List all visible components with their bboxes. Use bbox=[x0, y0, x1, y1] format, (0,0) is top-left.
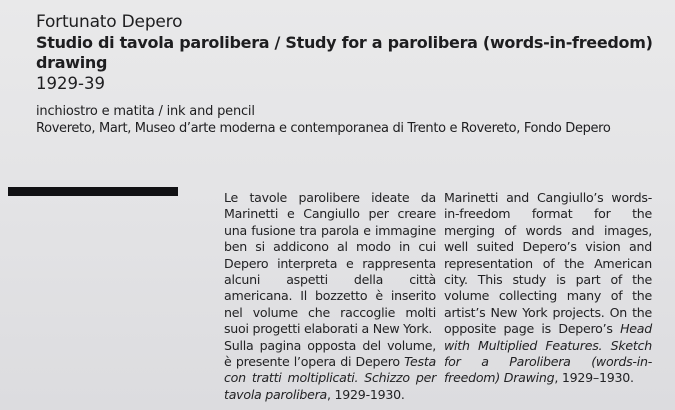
artwork-title-line1: Studio di tavola parolibera / Study for a parolibera (words-in-freedom) bbox=[36, 33, 653, 52]
artwork-title-line2: drawing bbox=[36, 53, 108, 72]
english-paragraph-start: Marinetti and Cangiullo’s words-in-freedom format for the merging of words and images, well suited Depero’s vision and representation of the American city. This study is part of the volume collecting many of the artist’s New York projects. On the opposite page is Depero’s bbox=[444, 190, 652, 337]
english-paragraph bbox=[444, 190, 652, 387]
english-paragraph-end: , 1929–1930. bbox=[554, 370, 634, 386]
artist-name: Fortunato Depero bbox=[36, 12, 183, 32]
italian-description bbox=[224, 190, 436, 403]
english-artwork-title: Head with Multiplied Features. Sketch for a Parolibera (words-in-freedom) Drawing bbox=[444, 321, 652, 386]
italian-paragraph-2 bbox=[224, 338, 436, 404]
italian-artwork-title: Testa con tratti moltiplicati. Schizzo per tavola parolibera bbox=[224, 354, 436, 402]
artwork-date: 1929-39 bbox=[36, 74, 105, 93]
italian-paragraph-1: Le tavole parolibere ideate da Marinetti e Cangiullo per creare una fusione tra parola e immagine ben si addicono al modo in cui Depero interpreta e rappresenta alcuni aspetti della città americana. Il bozzetto è inserito nel volume che raccoglie molti suoi progetti elaborati a New York. bbox=[224, 190, 436, 337]
artwork-medium: inchiostro e matita / ink and pencil bbox=[36, 104, 255, 119]
italian-paragraph-2-start: Sulla pagina opposta del volume, è presente l’opera di Depero bbox=[224, 337, 436, 370]
divider-bar bbox=[8, 187, 178, 196]
artwork-label bbox=[36, 12, 656, 137]
italian-paragraph-2-end: , 1929-1930. bbox=[327, 386, 405, 402]
artwork-collection: Rovereto, Mart, Museo d’arte moderna e contemporanea di Trento e Rovereto, Fondo Depero bbox=[36, 121, 611, 136]
english-description bbox=[444, 190, 652, 387]
artwork-title bbox=[36, 33, 656, 73]
